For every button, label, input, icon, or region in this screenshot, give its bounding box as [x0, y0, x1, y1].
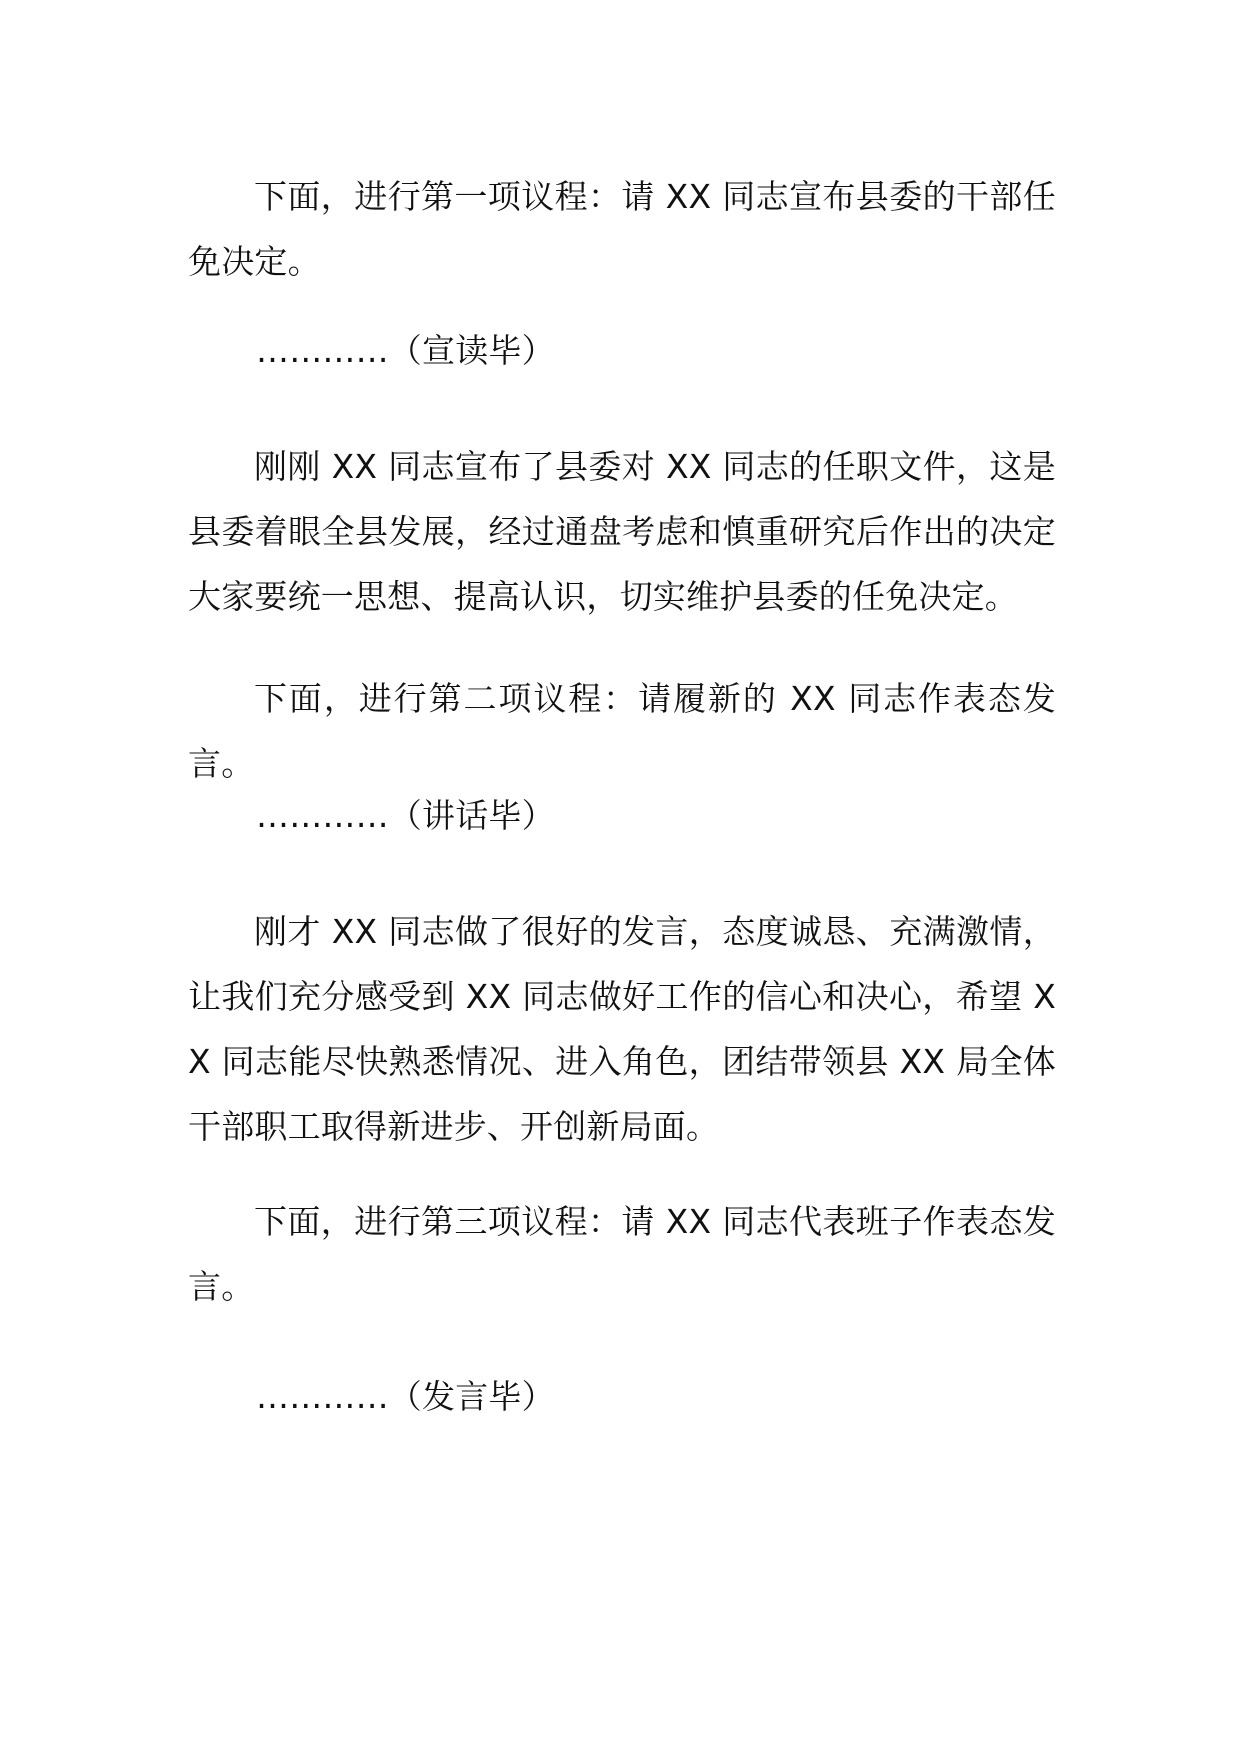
agenda-item-1-paragraph: 下面，进行第一项议程：请 XX 同志宣布县委的干部任免决定。: [188, 177, 1056, 281]
appointment-remark-paragraph: 刚刚 XX 同志宣布了县委对 XX 同志的任职文件，这是县委着眼全县发展，经过通盘考虑和慎重研究后作出的决定大家要统一思想、提高认识，切实维护县委的任免决定。: [188, 447, 1056, 616]
agenda-item-2-paragraph: 下面，进行第二项议程：请履新的 XX 同志作表态发言。: [188, 679, 1056, 783]
speech-remark-paragraph: 刚才 XX 同志做了很好的发言，态度诚恳、充满激情，让我们充分感受到 XX 同志做好工作的信心和决心，希望 XX 同志能尽快熟悉情况、进入角色，团结带领县 XX 局全体干部职工取得新进步、开创新局面。: [188, 912, 1056, 1146]
speech-finished-note: …………（讲话毕）: [256, 796, 555, 835]
statement-finished-note: …………（发言毕）: [256, 1377, 555, 1416]
reading-finished-note: …………（宣读毕）: [256, 331, 555, 370]
agenda-item-3-paragraph: 下面，进行第三项议程：请 XX 同志代表班子作表态发言。: [188, 1202, 1056, 1306]
